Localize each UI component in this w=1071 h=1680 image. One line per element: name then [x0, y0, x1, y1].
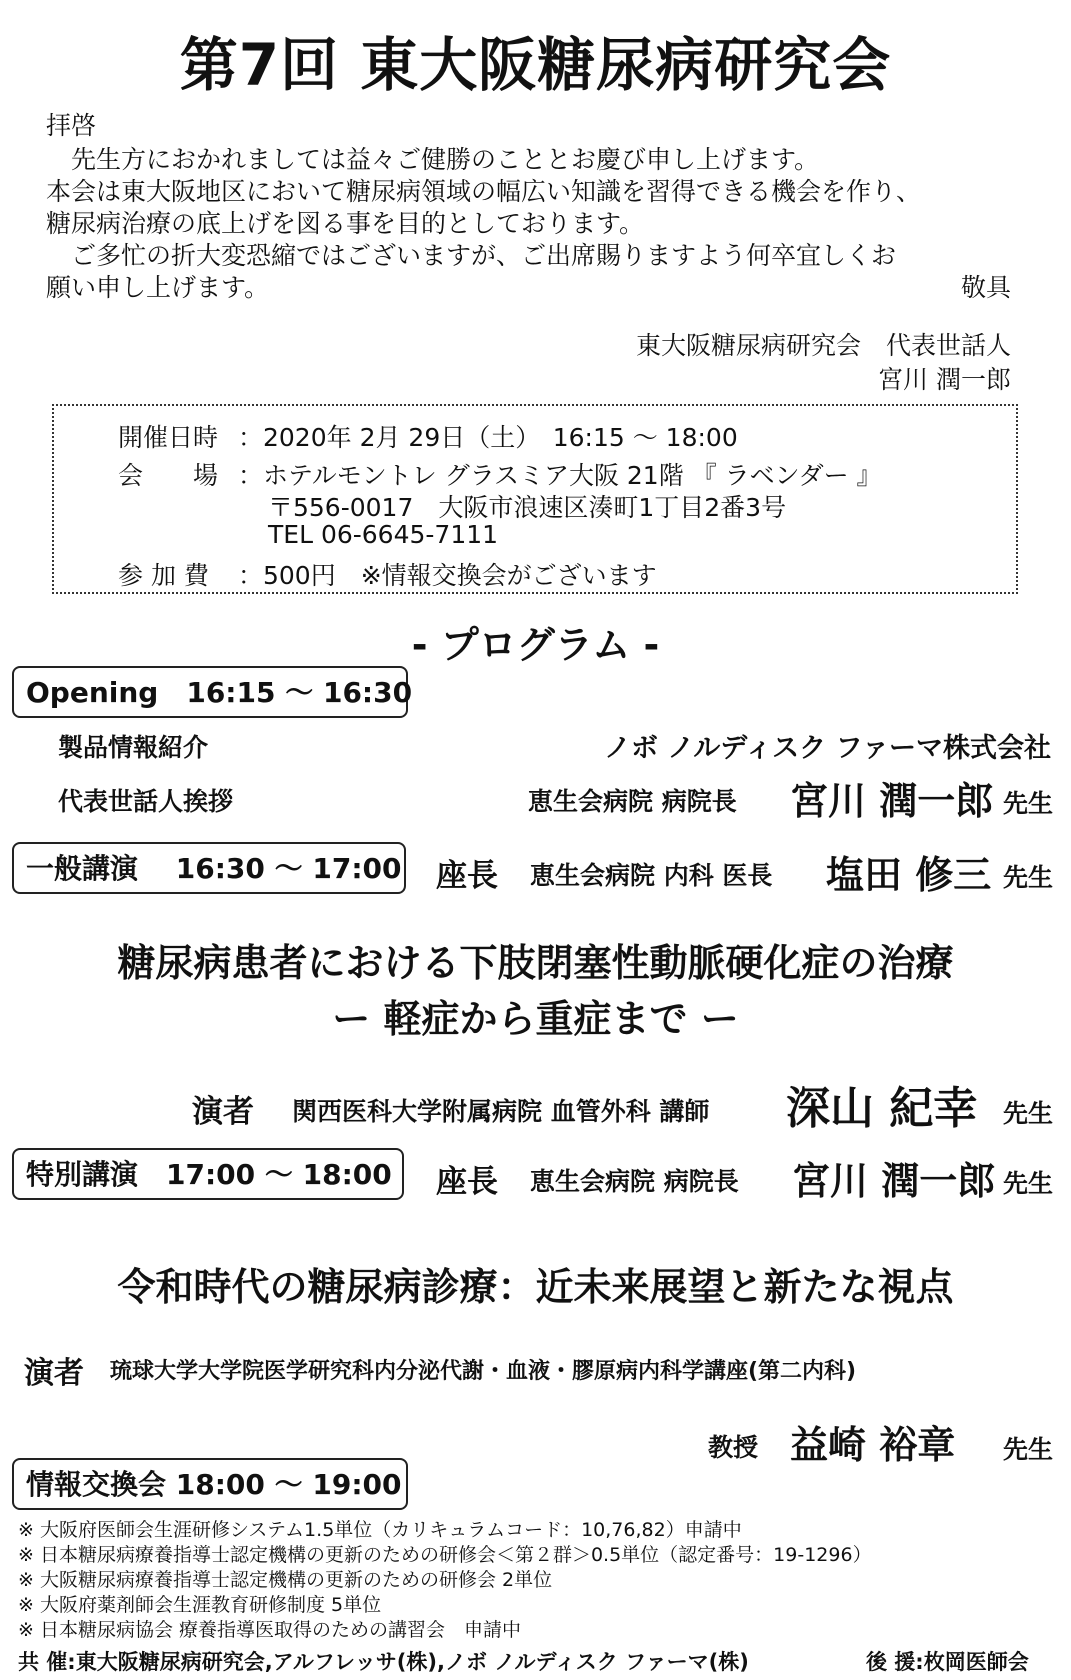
general-chair-suffix: 先生 [1003, 863, 1054, 892]
special-chair-suffix: 先生 [1003, 1169, 1054, 1198]
footer-sponsor: 共 催:東大阪糖尿病研究会,アルフレッサ(株),ノボ ノルディスク ファーマ(株) [18, 1650, 749, 1674]
fee-value: ：500円 ※情報交換会がございます [238, 561, 657, 590]
page-title: 第7回 東大阪糖尿病研究会 [179, 31, 892, 99]
note-item: ※ 日本糖尿病協会 療養指導医取得のための講習会 申請中 [18, 1619, 522, 1641]
special-speaker-role: 教授 [708, 1433, 759, 1462]
greeting-line: ご多忙の折大変恐縮ではございますが、ご出席賜りますよう何卒宜しくお [46, 241, 897, 270]
general-speaker-label: 演者 [192, 1094, 254, 1130]
date-value: ：2020年 2月 29日（土） 16:15 ～ 18:00 [238, 423, 738, 452]
greeting-speaker-suffix: 先生 [1003, 789, 1054, 818]
footer-support: 後 援:枚岡医師会 [866, 1650, 1029, 1674]
greeting-line: 先生方におかれましては益々ご健勝のこととお慶び申し上げます。 [46, 145, 820, 174]
general-chair-affiliation: 恵生会病院 内科 医長 [530, 861, 773, 890]
session-exchange-label: 情報交換会 18:00 ～ 19:00 [12, 1458, 408, 1510]
date-label: 開催日時 [118, 423, 219, 452]
general-speaker-suffix: 先生 [1003, 1099, 1054, 1128]
special-chair-name: 宮川 潤一郎 [792, 1159, 996, 1203]
special-speaker-affiliation: 琉球大学大学院医学研究科内分泌代謝・血液・膠原病内科学講座(第二内科) [110, 1359, 857, 1384]
fee-label: 参 加 費 [118, 561, 209, 590]
greeting-line: 糖尿病治療の底上げを図る事を目的としております。 [46, 209, 645, 238]
special-speaker-name: 益崎 裕章 [790, 1423, 956, 1467]
special-speaker-label: 演者 [24, 1356, 84, 1391]
general-speaker-affiliation: 関西医科大学附属病院 血管外科 講師 [292, 1097, 710, 1126]
note-item: ※ 大阪糖尿病療養指導士認定機構の更新のための研修会 2単位 [18, 1569, 553, 1591]
greeting-line: 本会は東大阪地区において糖尿病領域の幅広い知識を習得できる機会を作り、 [46, 177, 922, 206]
organizer-name: 宮川 潤一郎 [878, 365, 1011, 394]
note-item: ※ 大阪府医師会生涯研修システム1.5単位（カリキュラムコード：10,76,82）申請中 [18, 1519, 742, 1541]
note-item: ※ 日本糖尿病療養指導士認定機構の更新のための研修会＜第２群＞0.5単位（認定番号：19-1296） [18, 1544, 872, 1566]
product-info-label: 製品情報紹介 [58, 733, 209, 762]
general-chair-label: 座長 [436, 858, 498, 894]
general-lecture-subtitle: ー 軽症から重症まで ー [332, 997, 739, 1041]
session-special-label: 特別講演 17:00 ～ 18:00 [12, 1148, 404, 1200]
general-speaker-name: 深山 紀幸 [786, 1083, 978, 1134]
special-lecture-title: 令和時代の糖尿病診療：近未来展望と新たな視点 [117, 1265, 954, 1309]
venue-address: 〒556-0017 大阪市浪速区湊町1丁目2番3号 [268, 493, 787, 522]
greeting-speech-label: 代表世話人挨拶 [58, 787, 234, 816]
greeting-line: 願い申し上げます。 [46, 273, 270, 302]
greeting-speaker-name: 宮川 潤一郎 [790, 779, 994, 823]
special-chair-label: 座長 [436, 1164, 498, 1200]
session-general-label: 一般講演 16:30 ～ 17:00 [12, 842, 406, 894]
session-opening-label: Opening 16:15 ～ 16:30 [12, 666, 408, 718]
greeting-opening: 拝啓 [46, 111, 97, 140]
special-chair-affiliation: 恵生会病院 病院長 [530, 1167, 739, 1196]
venue-label: 会 場 [118, 461, 219, 490]
special-speaker-suffix: 先生 [1003, 1435, 1054, 1464]
greeting-closing: 敬具 [960, 273, 1011, 302]
note-item: ※ 大阪府薬剤師会生涯教育研修制度 5単位 [18, 1594, 382, 1616]
venue-value: ：ホテルモントレ グラスミア大阪 21階 『 ラベンダー 』 [238, 461, 882, 490]
organizer-title: 東大阪糖尿病研究会 代表世話人 [635, 331, 1011, 360]
general-lecture-title: 糖尿病患者における下肢閉塞性動脈硬化症の治療 [117, 941, 954, 985]
program-heading: - プログラム - [411, 623, 660, 667]
venue-tel: TEL 06-6645-7111 [268, 520, 499, 549]
general-chair-name: 塩田 修三 [826, 853, 992, 897]
sponsor-company: ノボ ノルディスク ファーマ株式会社 [603, 733, 1051, 764]
greeting-speaker-affiliation: 恵生会病院 病院長 [528, 787, 737, 816]
